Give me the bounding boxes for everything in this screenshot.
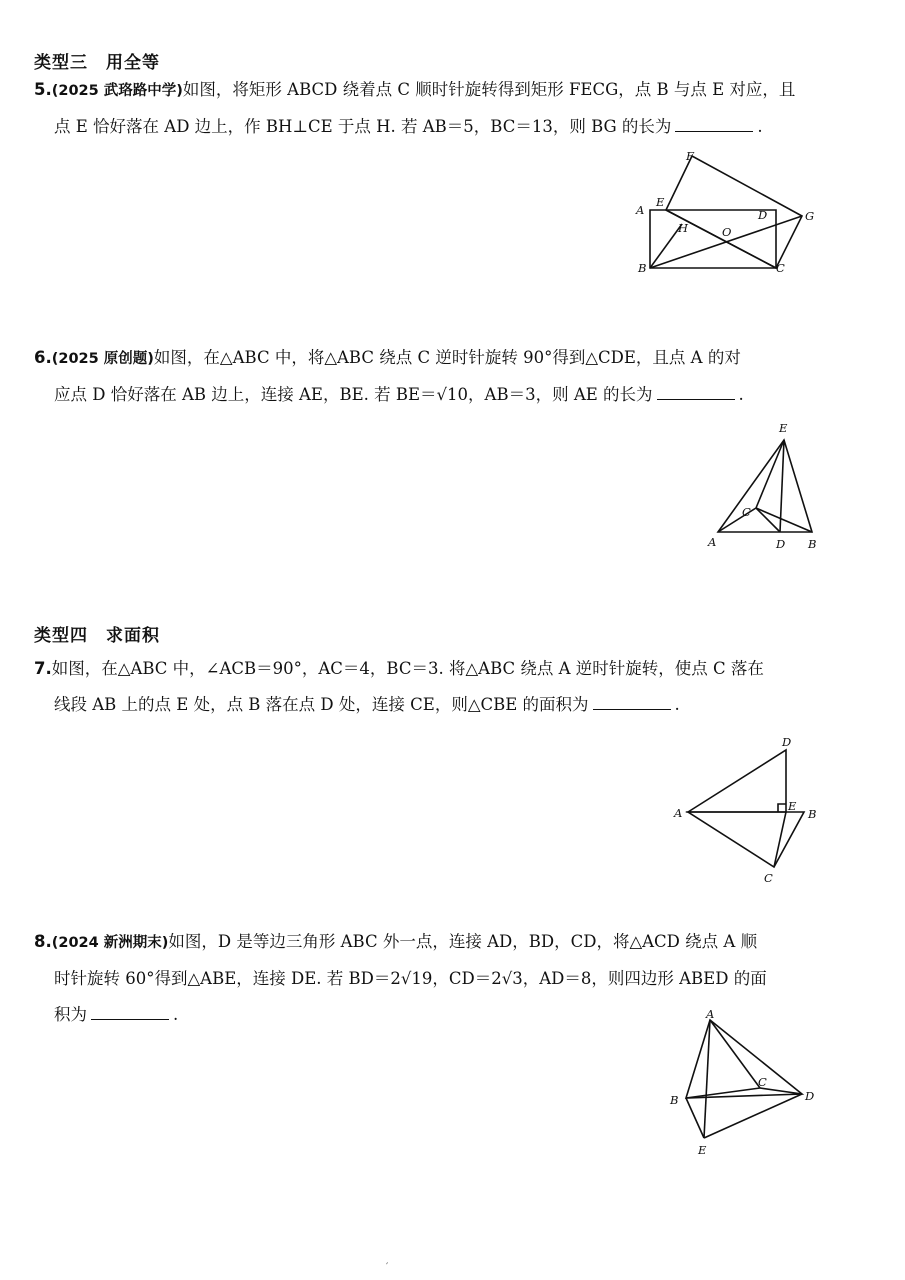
problem-number: 7.	[34, 659, 52, 678]
segment-de	[780, 440, 784, 532]
problem-text: 线段 AB 上的点 E 处，点 B 落在点 D 处，连接 CE，则△CBE 的面积为	[54, 695, 589, 714]
label-D: D	[805, 1089, 815, 1103]
problem-6	[34, 340, 834, 413]
problem-7-line-1	[34, 651, 834, 687]
section-title-type4: 类型四 求面积	[34, 626, 160, 646]
problem-number: 8.	[34, 932, 52, 951]
problem-5-line-2	[34, 109, 834, 145]
label-A: A	[674, 806, 683, 820]
answer-blank[interactable]	[91, 999, 169, 1020]
label-C: C	[776, 261, 785, 275]
right-angle-mark	[778, 804, 786, 812]
label-B: B	[808, 807, 817, 821]
label-A: A	[708, 535, 717, 549]
label-H: H	[678, 221, 689, 235]
problem-number: 6.	[34, 348, 52, 367]
section-title-type3: 类型三 用全等	[34, 53, 160, 73]
problem-source: (2025 武珞路中学)	[51, 83, 183, 99]
segment-be	[686, 1098, 704, 1138]
segment-cb	[756, 508, 812, 532]
problem-number: 5.	[34, 80, 52, 99]
label-A: A	[636, 203, 645, 217]
problem-7-line-2	[34, 687, 834, 723]
segment-ed	[704, 1094, 802, 1138]
period: .	[173, 1005, 179, 1024]
problem-text: 点 E 恰好落在 AD 边上，作 BH⊥CE 于点 H. 若 AB＝5，BC＝13，则 BG 的长为	[54, 117, 672, 136]
answer-blank[interactable]	[657, 379, 735, 400]
problem-source: (2025 原创题)	[51, 351, 154, 367]
label-B: B	[808, 537, 817, 551]
problem-text: 时针旋转 60°得到△ABE，连接 DE. 若 BD＝2√19，CD＝2√3，AD＝8，则四边形 ABED 的面	[54, 969, 767, 988]
period: .	[757, 117, 763, 136]
label-E: E	[656, 195, 665, 209]
segment-cd	[756, 508, 780, 532]
outline-abd	[686, 1020, 802, 1098]
figure-problem-8	[664, 1008, 824, 1158]
label-F: F	[686, 149, 694, 163]
label-D: D	[758, 208, 768, 222]
segment-ce	[774, 812, 786, 867]
problem-5	[34, 72, 834, 145]
label-E: E	[698, 1143, 707, 1157]
label-E: E	[788, 799, 797, 813]
figure-problem-6	[700, 420, 830, 555]
triangle-abc	[688, 812, 804, 867]
label-A: A	[706, 1008, 715, 1021]
problem-text: 如图，在△ABC 中，将△ABC 绕点 C 逆时针旋转 90°得到△CDE，且点 A 的对	[153, 348, 741, 367]
problem-text: 如图，将矩形 ABCD 绕着点 C 顺时针旋转得到矩形 FECG，点 B 与点 E 对应，且	[182, 80, 796, 99]
answer-blank[interactable]	[593, 689, 671, 710]
period: .	[738, 385, 744, 404]
problem-6-line-1	[34, 340, 834, 377]
problem-8-line-1	[34, 924, 834, 961]
problem-8-line-2	[34, 961, 834, 997]
problem-7	[34, 651, 834, 723]
label-O: O	[722, 225, 732, 239]
figure-problem-5	[630, 148, 830, 278]
label-C: C	[758, 1075, 767, 1089]
problem-text: 应点 D 恰好落在 AB 边上，连接 AE，BE. 若 BE＝√10，AB＝3，则 AE 的长为	[54, 385, 653, 404]
answer-blank[interactable]	[675, 111, 753, 132]
problem-6-line-2	[34, 377, 834, 413]
problem-5-line-1	[34, 72, 834, 109]
label-D: D	[776, 537, 786, 551]
figure-problem-7	[668, 732, 828, 887]
triangle-ade	[688, 750, 786, 812]
page-mark: ′	[386, 1262, 389, 1273]
rect-fecg	[666, 156, 802, 268]
problem-text: 如图，在△ABC 中，∠ACB＝90°，AC＝4，BC＝3. 将△ABC 绕点 A 逆时针旋转，使点 C 落在	[51, 659, 764, 678]
problem-text: 积为	[54, 1005, 87, 1024]
problem-text: 如图，D 是等边三角形 ABC 外一点，连接 AD，BD，CD，将△ACD 绕点 A 顺	[168, 932, 758, 951]
label-C: C	[742, 505, 751, 519]
label-B: B	[670, 1093, 679, 1107]
period: .	[674, 695, 680, 714]
label-C: C	[764, 871, 773, 885]
label-D: D	[782, 735, 792, 749]
label-B: B	[638, 261, 647, 275]
label-E: E	[779, 421, 788, 435]
label-G: G	[805, 209, 815, 223]
problem-source: (2024 新洲期末)	[51, 935, 169, 951]
